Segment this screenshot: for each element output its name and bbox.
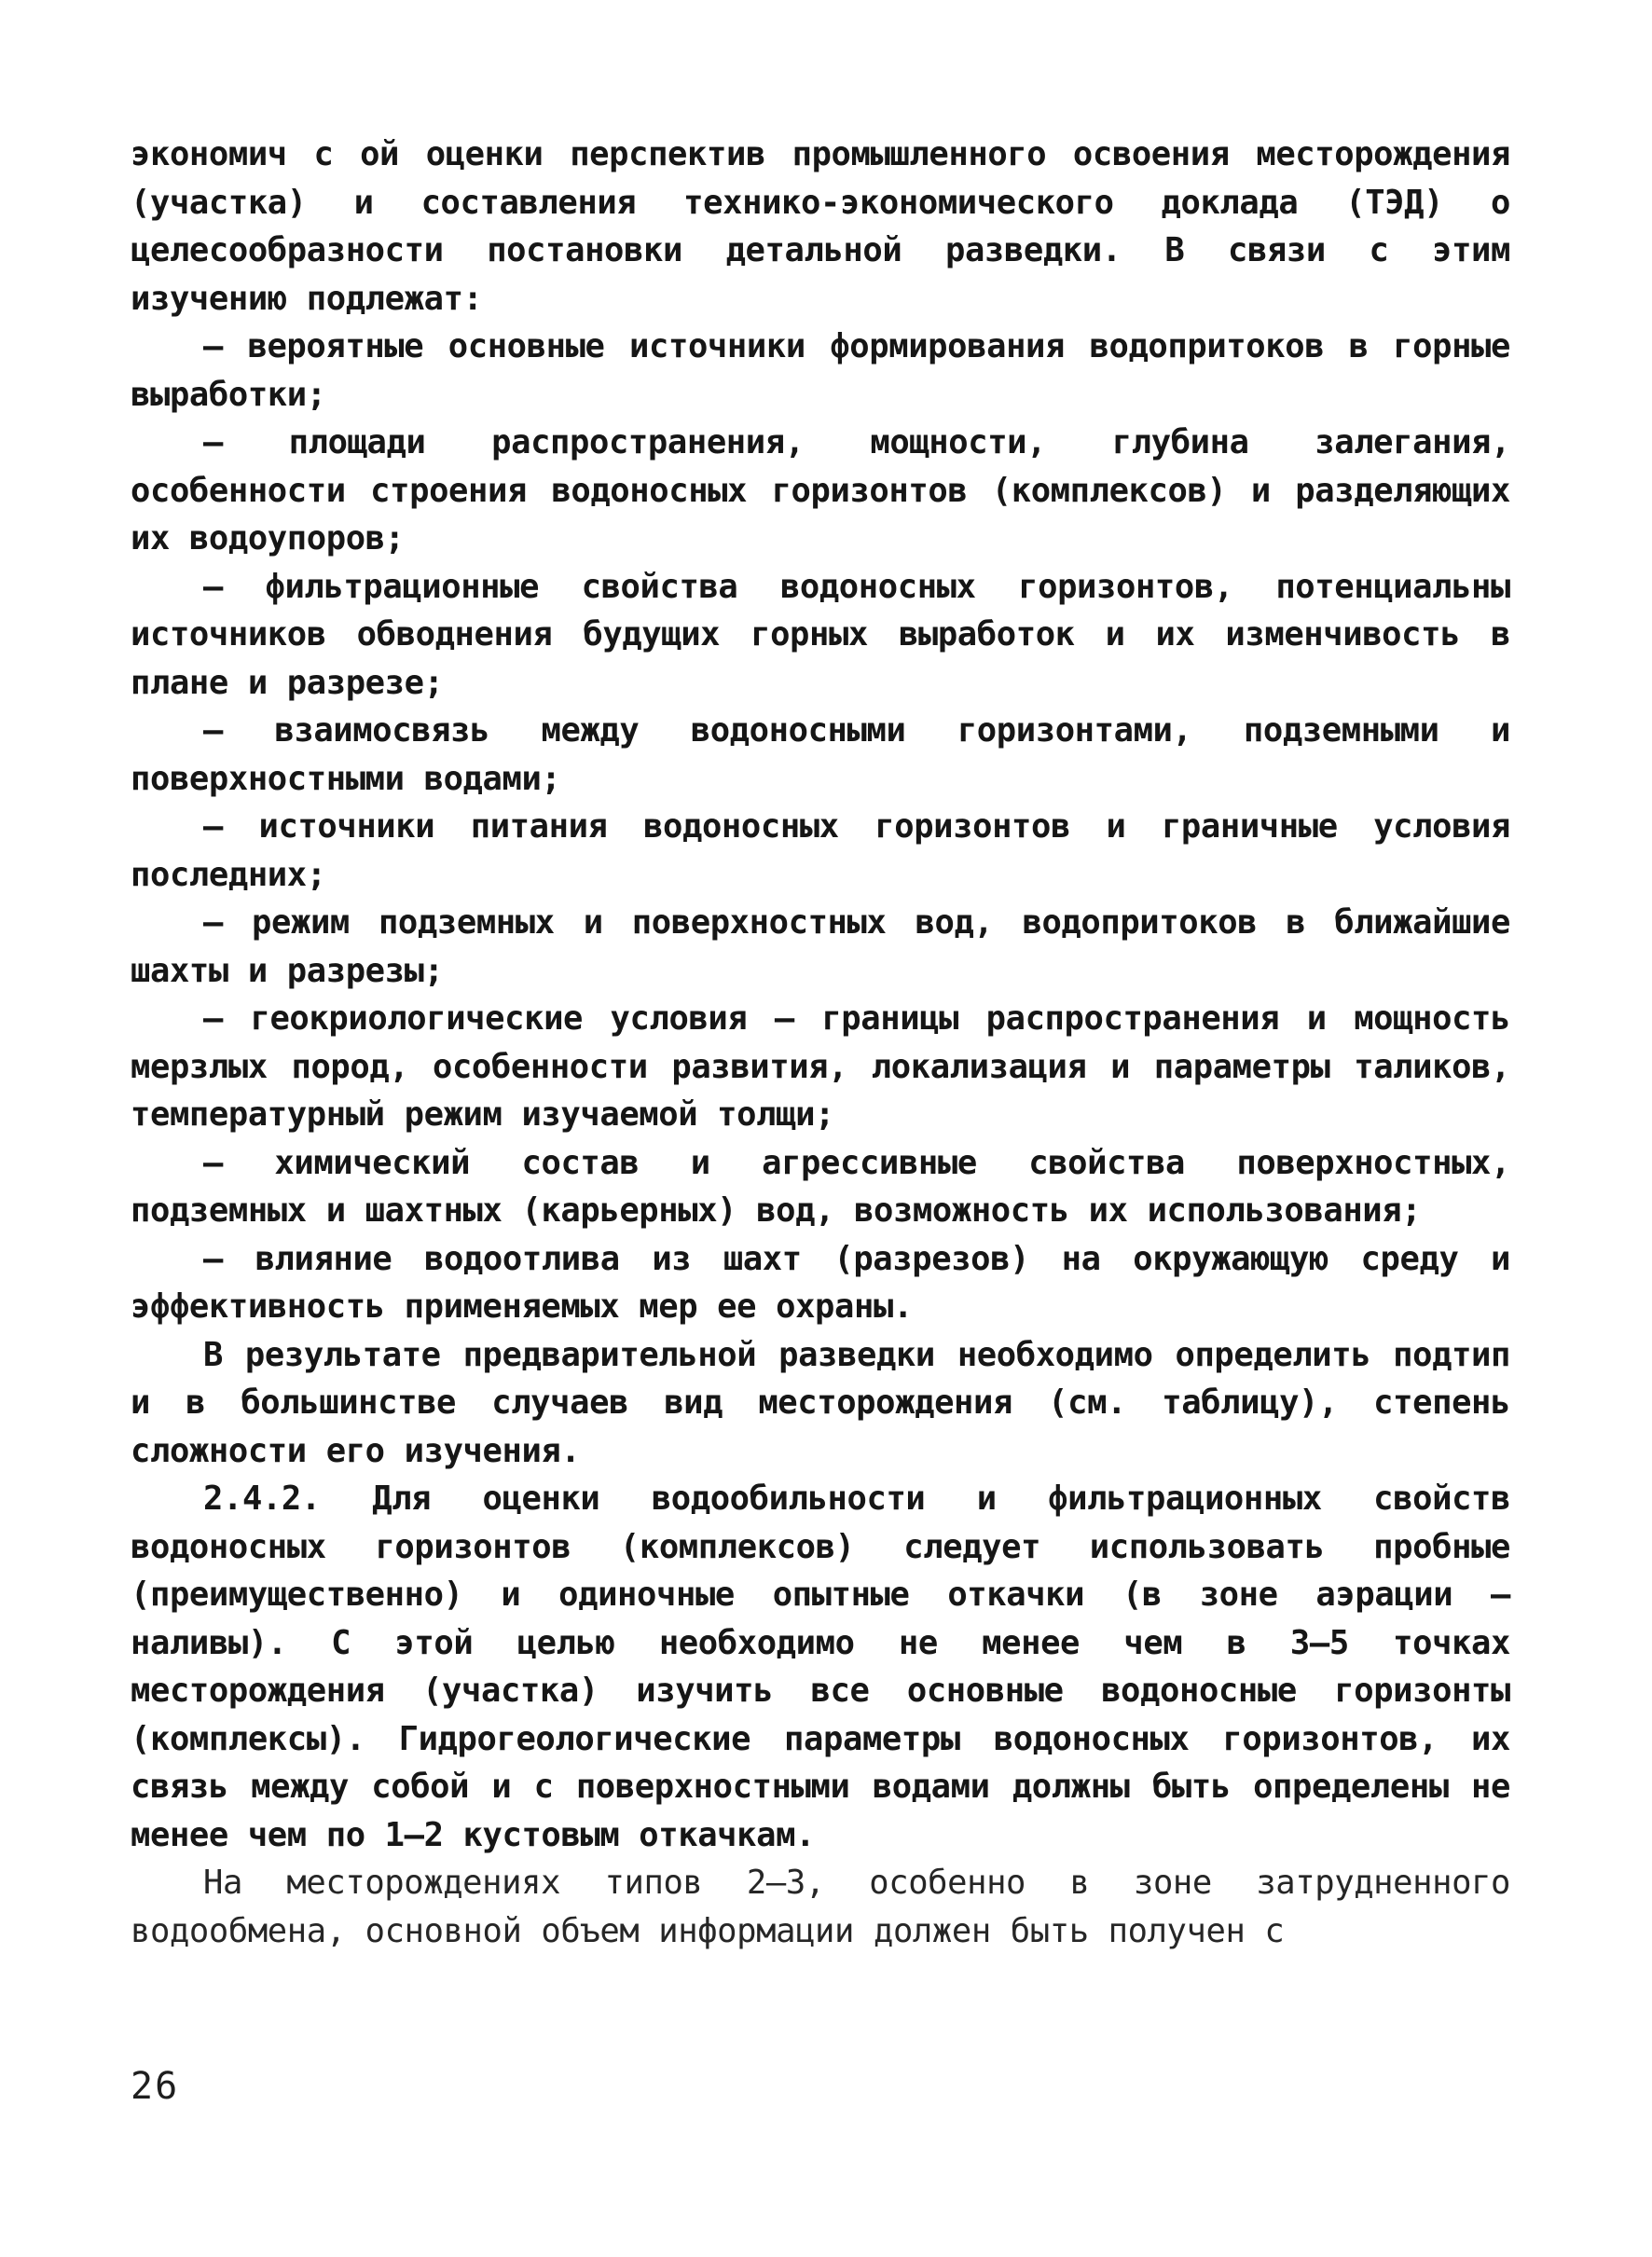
- list-item-water-regime: – режим подземных и поверхностных вод, водопритоков в ближайшие шахты и разрезы;: [131, 903, 1510, 990]
- list-item-aquifer-areas: – площади распространения, мощности, глубина залегания, особенности строения водоносных горизонтов (комплексов) и разделяющих их водоупоров;: [131, 423, 1510, 557]
- list-item-water-sources: – вероятные основные источники формирования водопритоков в горные выработки;: [131, 327, 1510, 414]
- document-page: [131, 131, 1510, 1955]
- list-item-recharge-sources: – источники питания водоносных горизонтов и граничные условия последних;: [131, 807, 1510, 894]
- paragraph-section-2-4-2: 2.4.2. Для оценки водообильности и фильтрационных свойств водоносных горизонтов (комплексов) следует использовать пробные (преимущественно) и одиночные опытные откачки (в зоне аэрации – наливы). С этой целью необходимо не менее чем в 3–5 точках месторождения (участка) изучить все основные водоносные горизонты (комплексы). Гидрогеологические параметры водоносных горизонтов, их связь между собой и с поверхностными водами должны быть определены не менее чем по 1–2 кустовым откачкам.: [131, 1479, 1510, 1854]
- paragraph-deposit-types: На месторождениях типов 2–3, особенно в зоне затрудненного водообмена, основной объем информации должен быть получен с: [131, 1864, 1510, 1950]
- paragraph-exploration-result: В результате предварительной разведки необходимо определить подтип и в большинстве случаев вид месторождения (см. таблицу), степень сложности его изучения.: [131, 1335, 1510, 1470]
- page-number: 26: [131, 2065, 180, 2108]
- list-item-drainage-influence: – влияние водоотлива из шахт (разрезов) на окружающую среду и эффективность применяемых мер ее охраны.: [131, 1239, 1510, 1326]
- paragraph-intro: экономич с ой оценки перспектив промышленного освоения месторождения (участка) и составления технико-экономического доклада (ТЭД) о целесообразности постановки детальной разведки. В связи с этим изучению подлежат:: [131, 135, 1510, 318]
- list-item-interconnection: – взаимосвязь между водоносными горизонтами, подземными и поверхностными водами;: [131, 711, 1510, 798]
- list-item-filtration-properties: – фильтрационные свойства водоносных горизонтов, потенциальны источников обводнения будущих горных выработок и их изменчивость в плане и разрезе;: [131, 567, 1510, 702]
- list-item-chemical-composition: – химический состав и агрессивные свойства поверхностных, подземных и шахтных (карьерных) вод, возможность их использования;: [131, 1143, 1510, 1230]
- list-item-geocryology: – геокриологические условия – границы распространения и мощность мерзлых пород, особенности развития, локализация и параметры таликов, температурный режим изучаемой толщи;: [131, 999, 1510, 1134]
